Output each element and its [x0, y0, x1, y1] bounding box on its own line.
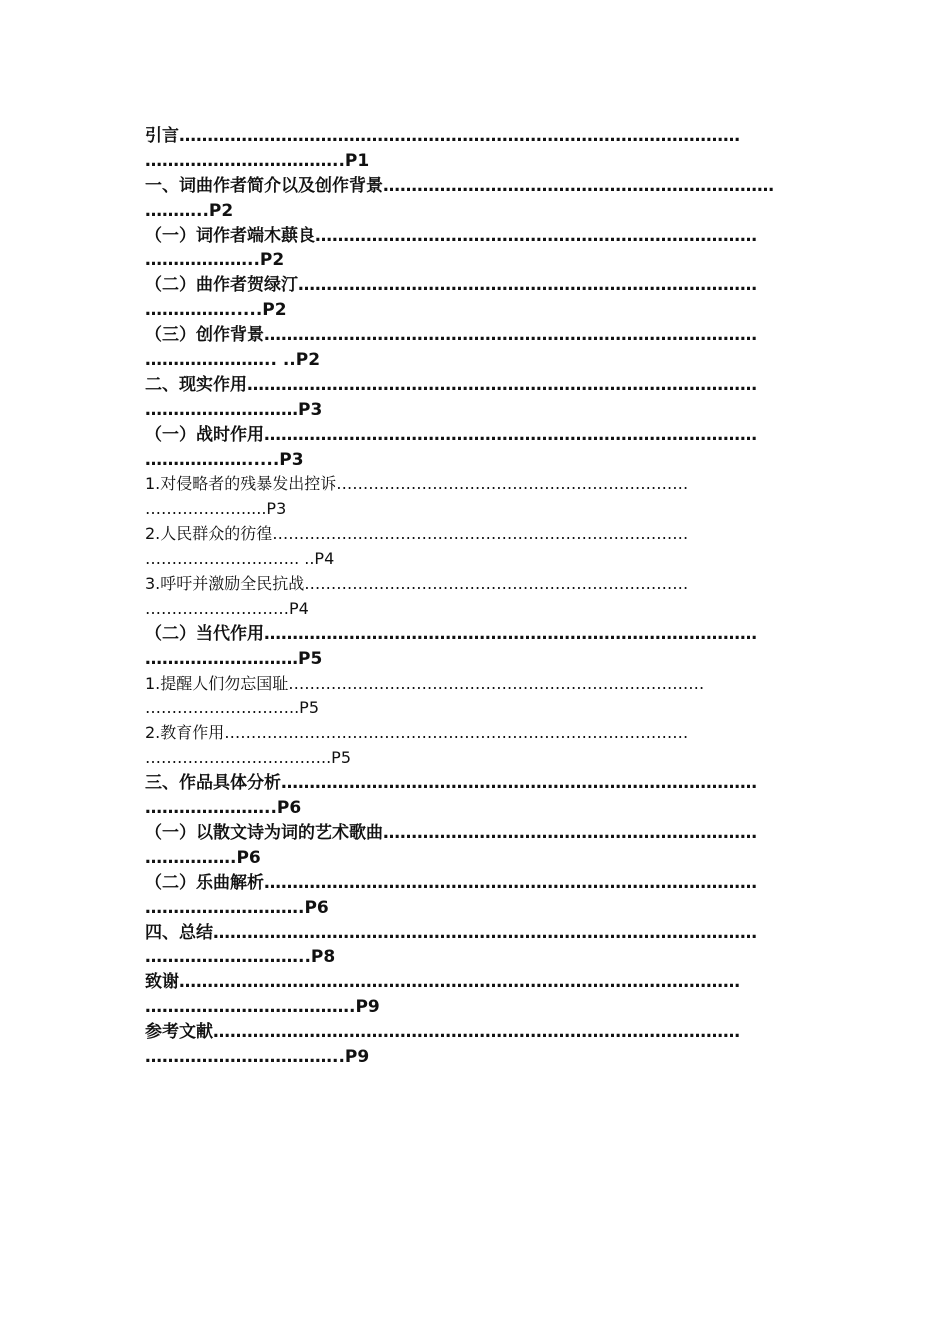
- toc-entry-section-3-1: [145, 821, 815, 871]
- toc-entry-title: 2.人民群众的彷徨……………………………………………………………………: [145, 524, 689, 544]
- toc-entry-title: 引言………………………………………………………………………………………: [145, 126, 740, 146]
- toc-entry-page: ………..P2: [145, 200, 234, 221]
- toc-entry-page: ………………………P3: [145, 399, 323, 420]
- toc-entry-intro: [145, 124, 815, 174]
- toc-entry-title: 四、总结……………………………………………………………………………………: [145, 922, 757, 943]
- toc-entry-section-2-2: [145, 622, 815, 672]
- toc-entry-page: ……………………………..P5: [145, 748, 351, 768]
- toc-entry-title: （一）以散文诗为词的艺术歌曲…………………………………………………………: [145, 822, 757, 843]
- toc-entry-page: …………….....P2: [145, 300, 287, 321]
- toc-entry-title: 参考文献…………………………………………………………………………………: [145, 1022, 740, 1043]
- toc-entry-page: ………………………P4: [145, 598, 309, 618]
- table-of-contents: [145, 124, 815, 1070]
- toc-entry-page: ………………………..P5: [145, 698, 319, 718]
- toc-entry-title: （二）乐曲解析……………………………………………………………………………: [145, 872, 757, 893]
- toc-entry-page: ……………………………..P9: [145, 1046, 370, 1067]
- toc-entry-page: ………………..P2: [145, 250, 285, 271]
- toc-entry-page: ……………………….P6: [145, 897, 329, 918]
- toc-entry-title: （一）词作者端木蕻良……………………………………………………………………: [145, 225, 757, 246]
- toc-entry-section-1-2: [145, 273, 815, 323]
- toc-entry-title: （二）曲作者贺绿汀………………………………………………………………………: [145, 275, 757, 296]
- toc-entry-title: 二、现实作用………………………………………………………………………………: [145, 374, 757, 395]
- toc-entry-section-2-1-2: [145, 522, 815, 572]
- toc-entry-title: （一）战时作用……………………………………………………………………………: [145, 424, 757, 445]
- toc-entry-section-4: [145, 921, 815, 971]
- toc-entry-title: 3.呼吁并激励全民抗战………………………………………………………………: [145, 574, 689, 594]
- toc-entry-acknowledgements: [145, 970, 815, 1020]
- toc-entry-title: 致谢………………………………………………………………………………………: [145, 972, 740, 993]
- toc-entry-title: （三）创作背景……………………………………………………………………………: [145, 325, 757, 346]
- toc-entry-title: 1.对侵略者的残暴发出控诉…………………………………………………………: [145, 474, 689, 494]
- toc-entry-section-2-1-1: [145, 472, 815, 522]
- toc-entry-section-2-2-1: [145, 672, 815, 722]
- toc-entry-section-1-3: [145, 323, 815, 373]
- toc-entry-title: 2.教育作用……………………………………………………………………………: [145, 723, 689, 743]
- toc-entry-section-2-1: [145, 423, 815, 473]
- toc-entry-section-2: [145, 373, 815, 423]
- toc-entry-title: 三、作品具体分析…………………………………………………………………………: [145, 773, 757, 794]
- toc-entry-section-1-1: [145, 224, 815, 274]
- toc-entry-title: （二）当代作用……………………………………………………………………………: [145, 623, 757, 644]
- toc-entry-page: …………………..P6: [145, 798, 302, 819]
- toc-entry-page: ………………….. ..P2: [145, 350, 321, 371]
- toc-entry-title: 一、词曲作者简介以及创作背景……………………………………………………………: [145, 175, 774, 196]
- toc-entry-section-2-1-3: [145, 572, 815, 622]
- toc-entry-page: ……………………………..P1: [145, 150, 370, 171]
- toc-entry-section-1: [145, 174, 815, 224]
- toc-entry-section-3-2: [145, 871, 815, 921]
- toc-entry-page: ………………………P5: [145, 648, 323, 669]
- toc-entry-page: ……………………………….P9: [145, 997, 380, 1018]
- toc-entry-page: ……………….....P3: [145, 449, 304, 470]
- toc-entry-page: ………………………..P8: [145, 947, 336, 968]
- toc-entry-references: [145, 1020, 815, 1070]
- toc-entry-page: …………….P6: [145, 847, 261, 868]
- toc-entry-section-2-2-2: [145, 721, 815, 771]
- toc-entry-section-3: [145, 771, 815, 821]
- toc-entry-page: ……………………….. ..P4: [145, 549, 335, 569]
- toc-entry-title: 1.提醒人们勿忘国耻……………………………………………………………………: [145, 673, 705, 693]
- toc-entry-page: ……………….....P3: [145, 499, 287, 519]
